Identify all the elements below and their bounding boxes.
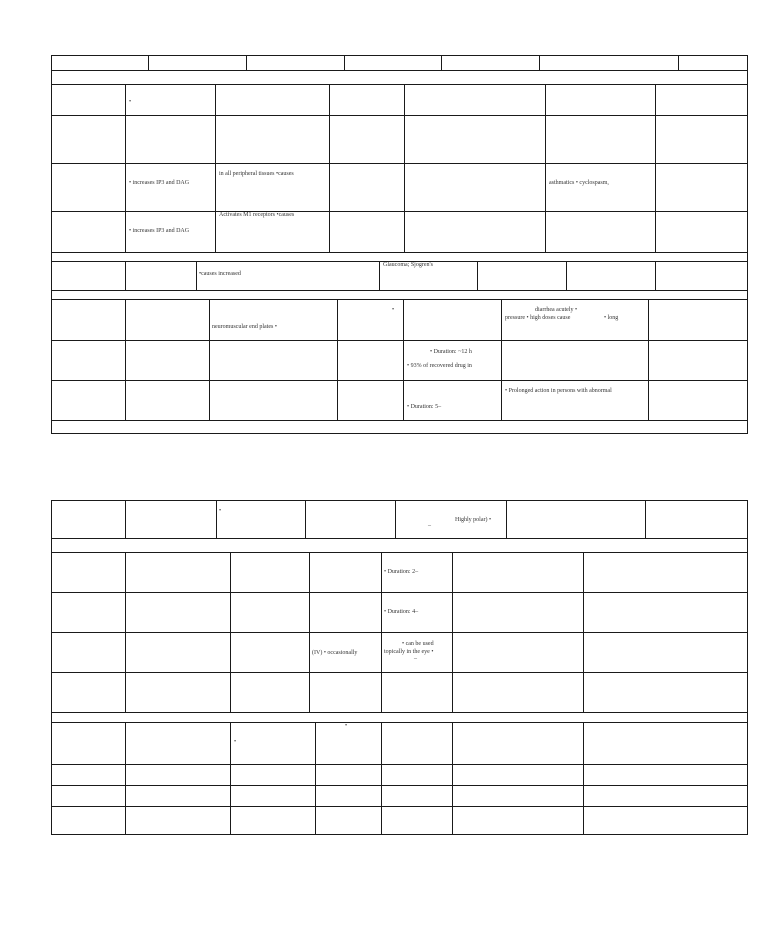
cell-text: • can be used [402,641,434,647]
table-1-col-line [379,261,380,290]
table-2-col-line [583,722,584,834]
table-1-row-line [51,163,748,164]
cell-text: • Duration: 2– [384,569,419,575]
table-2-row-line [51,592,748,593]
table-1-col-line [337,299,338,420]
cell-text: • [345,723,348,729]
table-2-col-line [125,500,126,538]
table-1-bottom-border [51,433,748,434]
table-1-header-divider [678,55,679,70]
table-2-row-line [51,632,748,633]
table-1-col-line [501,299,502,420]
table-1-left-border [51,55,52,433]
table-2-col-line [583,552,584,712]
cell-text: asthmatics • cyclospasm, [549,180,609,186]
table-2-row-line [51,712,748,713]
table-1-top-border [51,55,748,56]
table-1-row-line [51,211,748,212]
table-2-col-line [309,552,310,712]
table-1-row-line [51,380,748,381]
table-2-bottom-border [51,834,748,835]
cell-text: pressure • high doses cause [505,315,571,321]
cell-text: • Duration: 4– [384,609,419,615]
table-2-col-line [305,500,306,538]
table-2-col-line [452,722,453,834]
table-1-col-line [125,299,126,420]
cell-text: – [428,523,431,529]
cell-text: • long [604,315,619,321]
table-1-col-line [648,299,649,420]
table-2-right-border [747,500,748,834]
cell-text: • 93% of recovered drug in [407,363,472,369]
table-2-col-line [395,500,396,538]
table-1-header-divider [246,55,247,70]
cell-text: diarrhea acutely • [535,307,578,313]
table-2-row-line [51,552,748,553]
cell-text: • [234,739,237,745]
table-2-row-line [51,764,748,765]
table-1-col-line [477,261,478,290]
cell-text: • Prolonged action in persons with abnormal [505,388,612,394]
table-1-header-divider [344,55,345,70]
cell-text: •causes increased [199,271,241,277]
cell-text: neuromuscular end plates • [212,324,277,330]
table-1-col-line [125,84,126,252]
table-2-row-line [51,538,748,539]
cell-text: • increases IP3 and DAG [129,180,190,186]
table-1-col-line [215,84,216,252]
table-1-header-divider [441,55,442,70]
table-1-row-line [51,340,748,341]
cell-text: topically in the eye • [384,649,434,655]
table-1-row-line [51,115,748,116]
cell-text: – [414,656,417,662]
cell-text: Highly polar) • [455,517,492,523]
table-2-top-border [51,500,748,501]
table-2-row-line [51,672,748,673]
table-1-row-line [51,70,748,71]
table-1-right-border [747,55,748,433]
table-2-left-border [51,500,52,834]
table-1-col-line [655,84,656,252]
table-2-row-line [51,722,748,723]
cell-text: • [219,508,222,514]
table-1-row-line [51,299,748,300]
table-1-col-line [209,299,210,420]
cell-text: • Duration: ~12 h [430,349,472,355]
table-2-col-line [125,722,126,834]
table-1-col-line [404,84,405,252]
cell-text: Activates M1 receptors •causes [219,212,295,218]
table-2-col-line [381,552,382,712]
cell-text: Glaucoma; Sjogren's [383,262,433,268]
cell-text: in all peripheral tissues •causes [219,171,294,177]
cell-text: (IV) • occasionally [312,650,358,656]
cell-text: • Duration: 5– [407,404,442,410]
table-2-col-line [125,552,126,712]
table-1-col-line [196,261,197,290]
table-2-col-line [452,552,453,712]
cell-text: • [392,307,395,313]
table-2-row-line [51,785,748,786]
table-1-row-line [51,252,748,253]
table-2-col-line [230,722,231,834]
table-1-header-divider [148,55,149,70]
table-1-col-line [403,299,404,420]
cell-text: • increases IP3 and DAG [129,228,190,234]
table-1-col-line [566,261,567,290]
table-1-row-line [51,290,748,291]
table-1-row-line [51,84,748,85]
table-2-col-line [645,500,646,538]
table-1-row-line [51,420,748,421]
table-1-header-divider [539,55,540,70]
table-2-col-line [506,500,507,538]
table-2-row-line [51,806,748,807]
table-2-col-line [230,552,231,712]
cell-text: • [129,99,132,105]
table-1-col-line [329,84,330,252]
table-2-col-line [381,722,382,834]
table-1-col-line [545,84,546,252]
table-2-col-line [216,500,217,538]
table-2-col-line [315,722,316,834]
table-1-col-line [655,261,656,290]
table-1-col-line [125,261,126,290]
